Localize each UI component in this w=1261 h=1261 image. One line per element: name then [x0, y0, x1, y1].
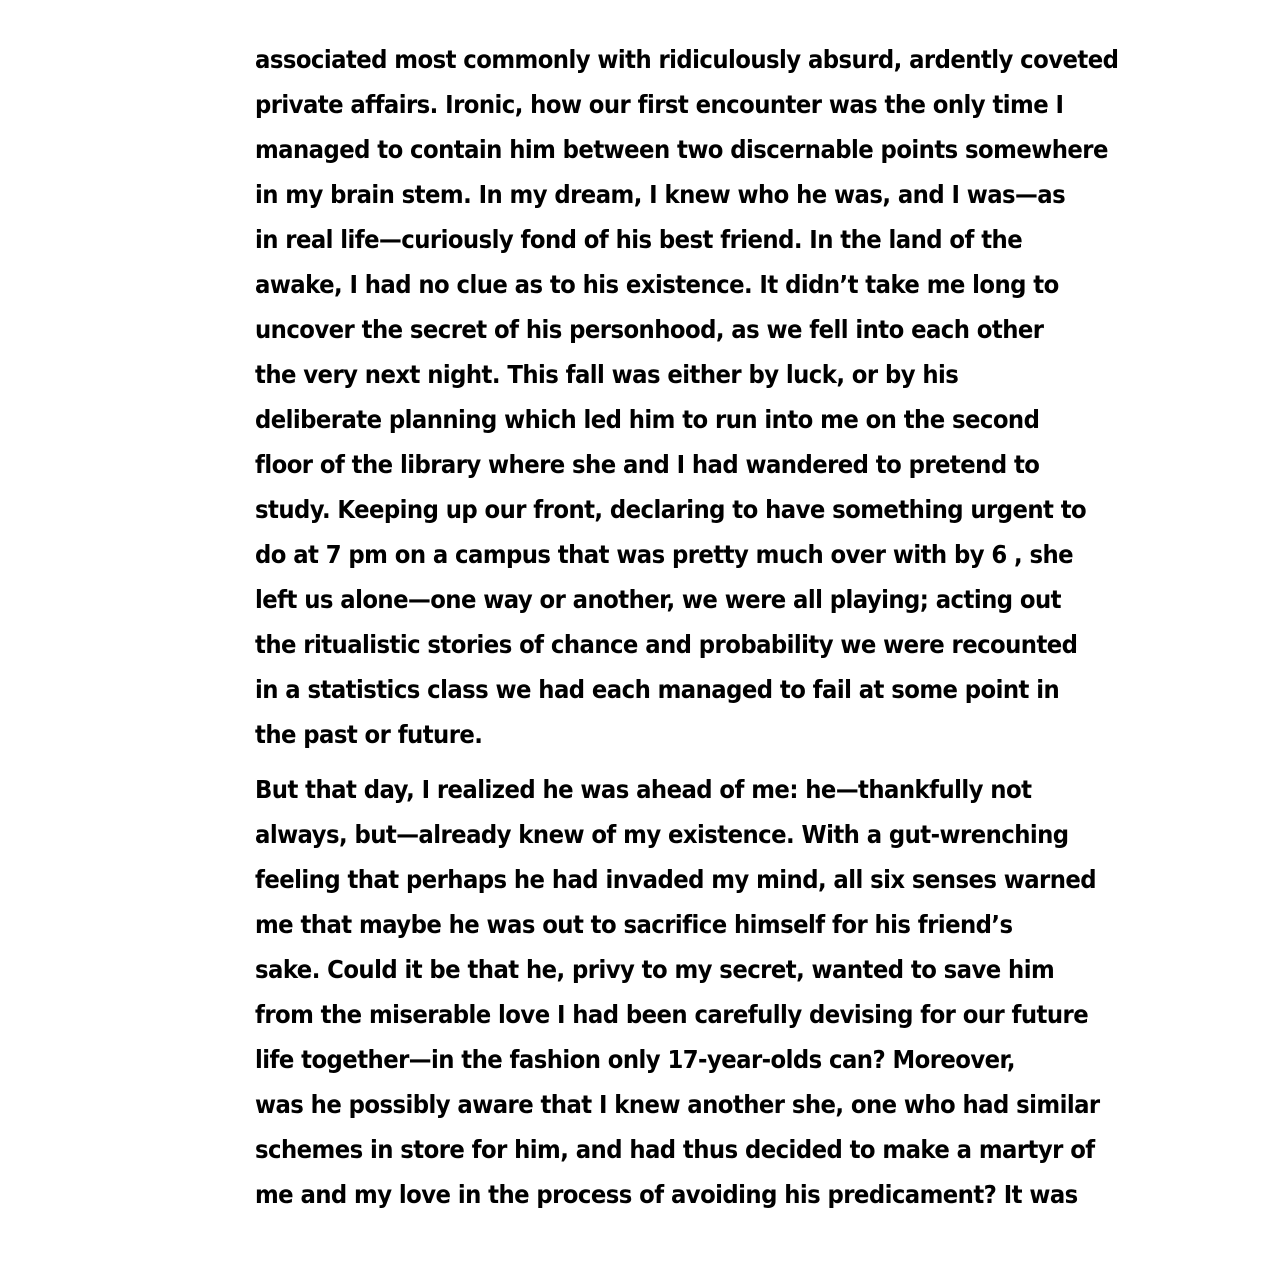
text-line: do at 7 pm on a campus that was pretty much over with by 6 , she: [255, 540, 1074, 569]
text-line: in real life—curiously fond of his best friend. In the land of the: [255, 225, 1023, 254]
text-line: sake. Could it be that he, privy to my secret, wanted to save him: [255, 955, 1055, 984]
text-column: [255, 37, 1119, 1217]
text-line: the very next night. This fall was either by luck, or by his: [255, 360, 959, 389]
text-line: was he possibly aware that I knew another she, one who had similar: [255, 1090, 1100, 1119]
text-line: awake, I had no clue as to his existence. It didn’t take me long to: [255, 270, 1059, 299]
text-line: associated most commonly with ridiculously absurd, ardently coveted: [255, 45, 1119, 74]
text-line: feeling that perhaps he had invaded my mind, all six senses warned: [255, 865, 1097, 894]
text-line: schemes in store for him, and had thus decided to make a martyr of: [255, 1135, 1095, 1164]
text-line: always, but—already knew of my existence. With a gut-wrenching: [255, 820, 1069, 849]
text-line: deliberate planning which led him to run into me on the second: [255, 405, 1040, 434]
text-line: me and my love in the process of avoiding his predicament? It was: [255, 1180, 1078, 1209]
text-line: But that day, I realized he was ahead of me: he—thankfully not: [255, 775, 1032, 804]
paragraph-2: [255, 767, 1100, 1217]
text-line: left us alone—one way or another, we were all playing; acting out: [255, 585, 1061, 614]
text-line: the past or future.: [255, 720, 483, 749]
text-line: uncover the secret of his personhood, as we fell into each other: [255, 315, 1044, 344]
text-line: life together—in the fashion only 17-year-olds can? Moreover,: [255, 1045, 1015, 1074]
text-line: study. Keeping up our front, declaring to have something urgent to: [255, 495, 1087, 524]
text-line: in my brain stem. In my dream, I knew who he was, and I was—as: [255, 180, 1066, 209]
text-line: the ritualistic stories of chance and probability we were recounted: [255, 630, 1078, 659]
text-line: from the miserable love I had been carefully devising for our future: [255, 1000, 1089, 1029]
text-line: managed to contain him between two discernable points somewhere: [255, 135, 1108, 164]
text-line: private affairs. Ironic, how our first encounter was the only time I: [255, 90, 1064, 119]
text-line: in a statistics class we had each managed to fail at some point in: [255, 675, 1060, 704]
text-line: me that maybe he was out to sacrifice himself for his friend’s: [255, 910, 1013, 939]
paragraph-1: [255, 37, 1119, 757]
text-line: floor of the library where she and I had wandered to pretend to: [255, 450, 1040, 479]
